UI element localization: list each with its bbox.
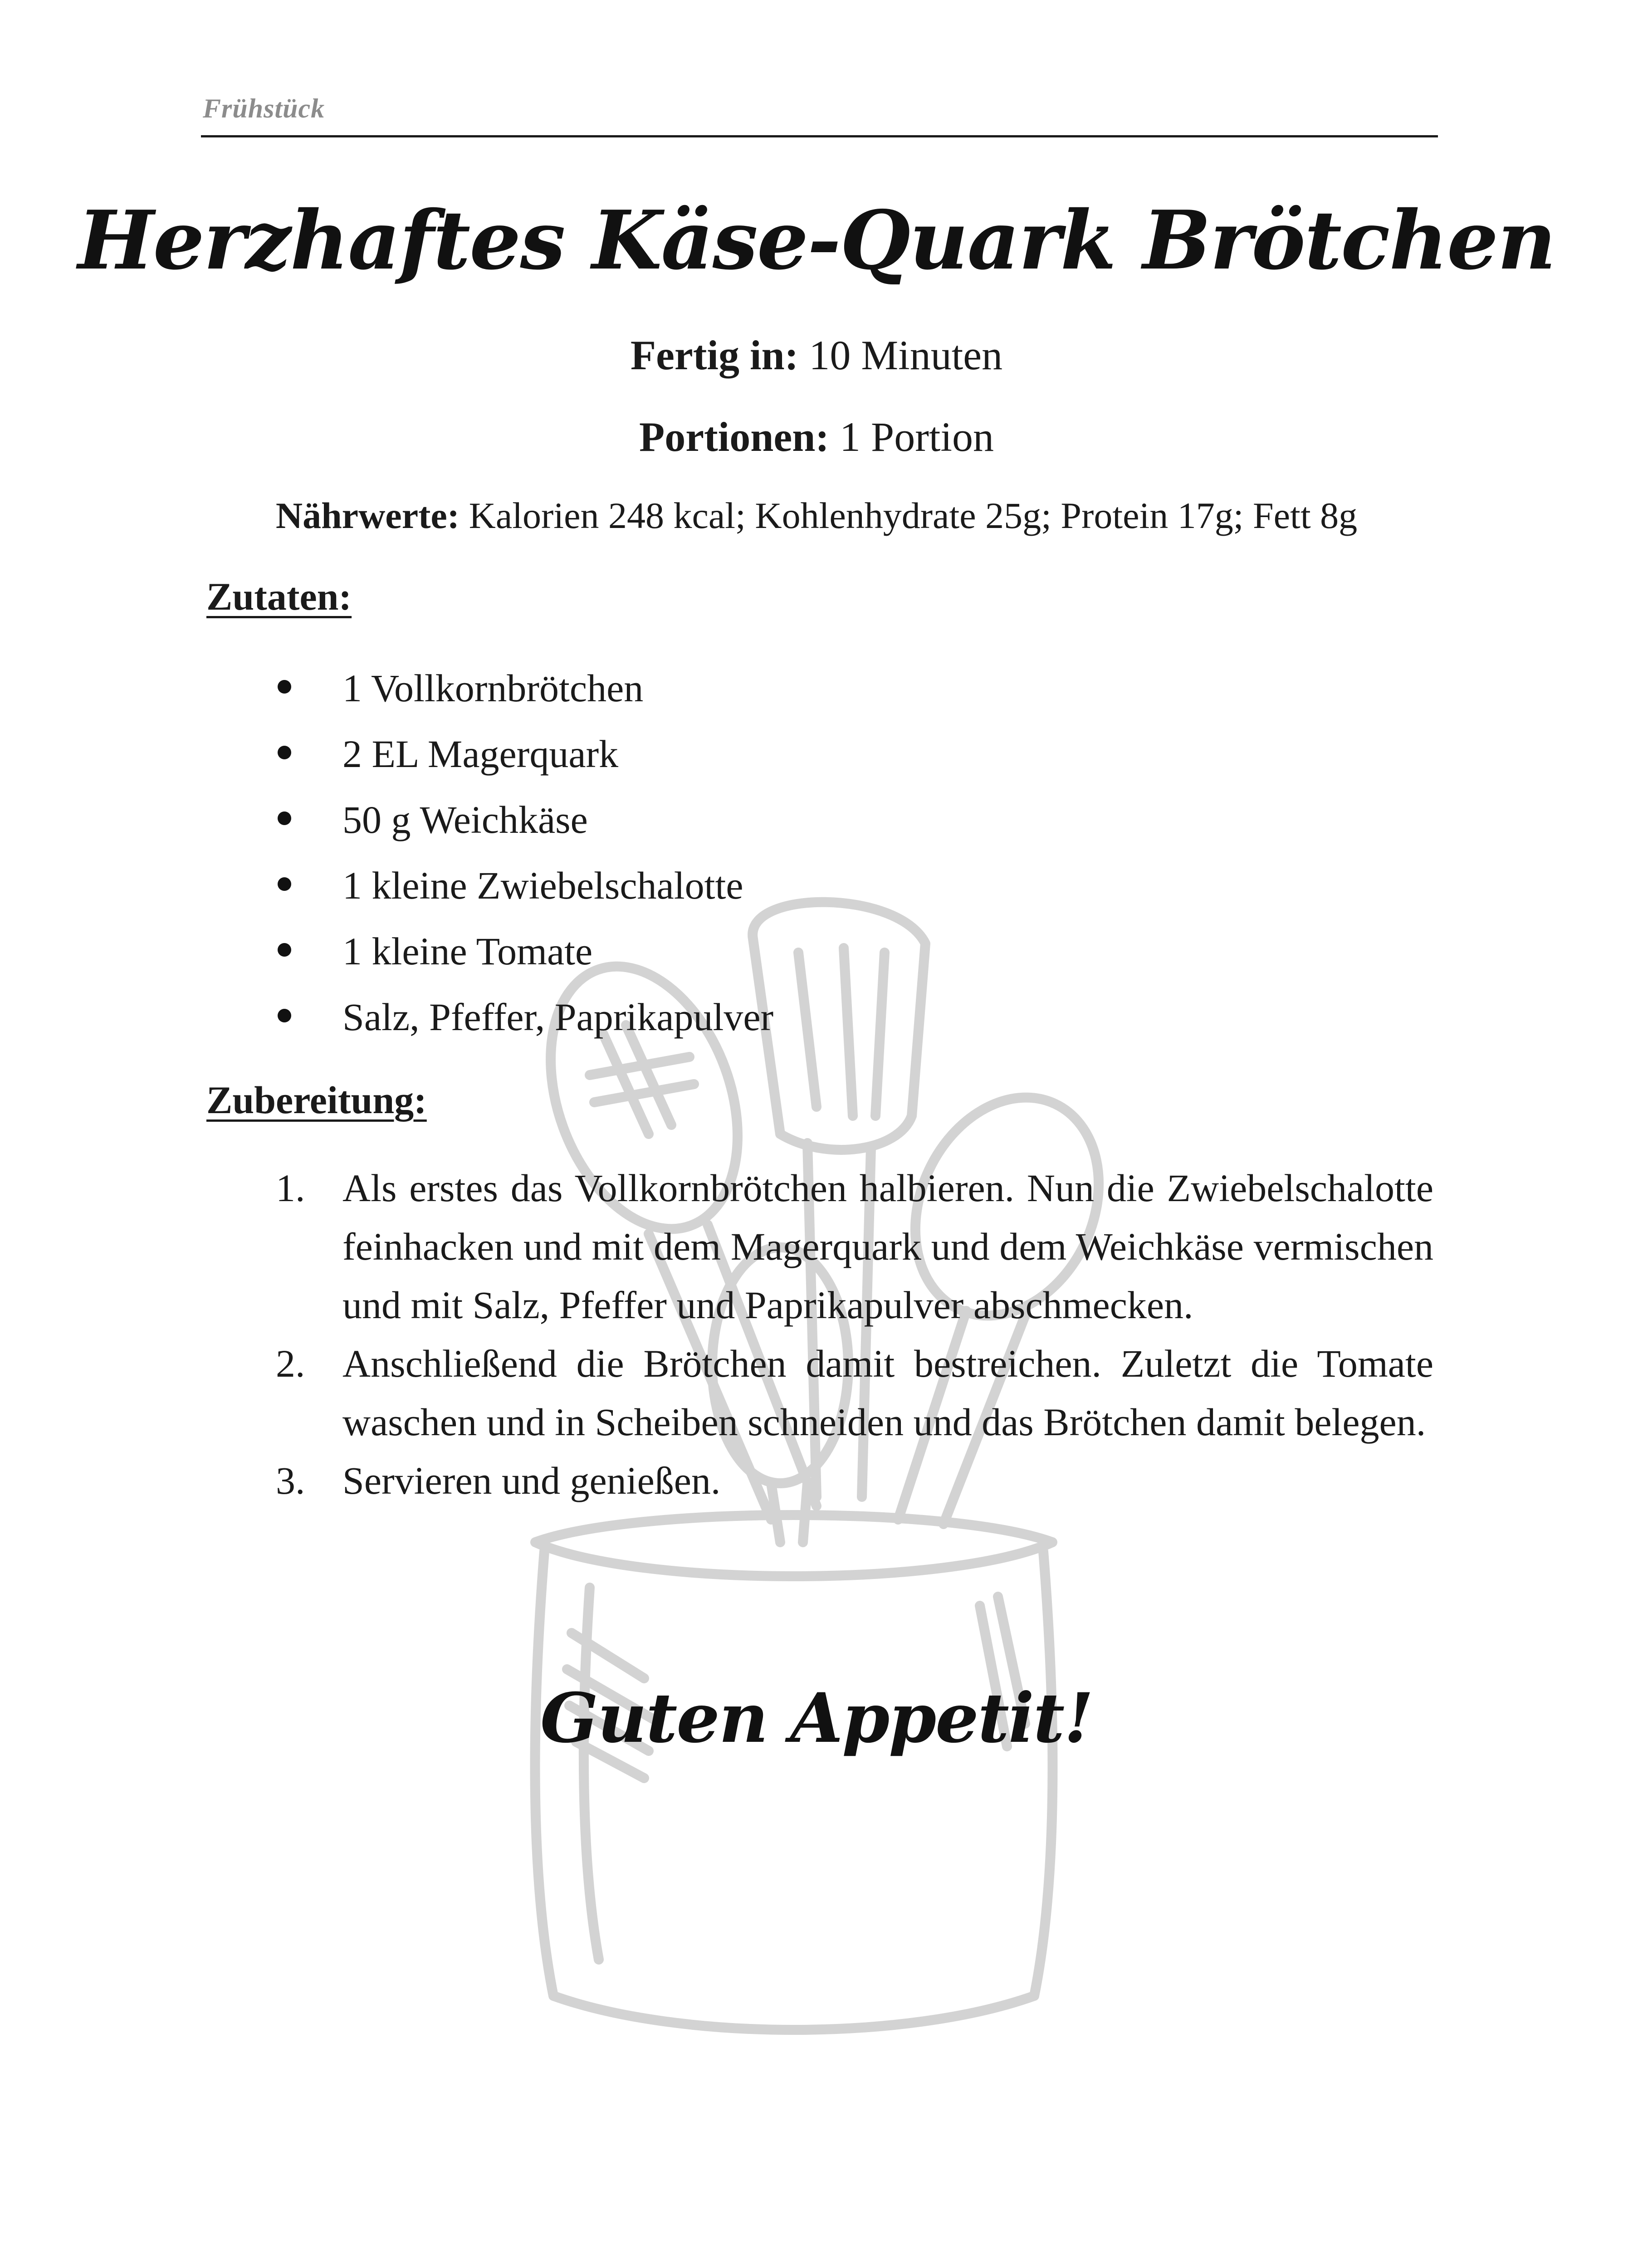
list-item bbox=[272, 726, 773, 792]
closing-text: Guten Appetit! bbox=[540, 1678, 1093, 1758]
ingredients-heading: Zutaten: bbox=[206, 575, 352, 618]
step-text: Als erstes das Vollkornbrötchen halbieren. Nun die Zwiebelschalotte feinhacken und mit dem Magerquark und dem Weichkäse vermischen und mit Salz, Pfeffer und Paprikapulver abschmecken. bbox=[342, 1166, 1433, 1327]
ingredient-text: 1 kleine Tomate bbox=[342, 929, 593, 973]
bullet-icon bbox=[278, 811, 291, 825]
recipe-title: Herzhaftes Käse-Quark Brötchen bbox=[78, 193, 1555, 288]
list-item bbox=[272, 792, 773, 857]
preparation-steps bbox=[272, 1159, 1433, 1510]
ingredient-text: 1 kleine Zwiebelschalotte bbox=[342, 864, 743, 907]
step-text: Servieren und genießen. bbox=[342, 1459, 721, 1502]
portions-label: Portionen: bbox=[639, 414, 830, 460]
header-rule bbox=[201, 135, 1438, 137]
nutrition bbox=[0, 494, 1633, 537]
bullet-icon bbox=[278, 943, 291, 957]
list-item bbox=[272, 660, 773, 726]
nutrition-label: Nährwerte: bbox=[275, 495, 460, 536]
list-item bbox=[272, 857, 773, 923]
ingredient-text: 50 g Weichkäse bbox=[342, 798, 588, 841]
bullet-icon bbox=[278, 877, 291, 891]
ingredient-text: Salz, Pfeffer, Paprikapulver bbox=[342, 995, 774, 1039]
bullet-icon bbox=[278, 680, 291, 694]
step-number: 2. bbox=[276, 1342, 305, 1385]
step-number: 1. bbox=[276, 1166, 305, 1210]
list-item bbox=[272, 989, 773, 1055]
list-item bbox=[272, 923, 773, 989]
ready-value: 10 Minuten bbox=[809, 332, 1003, 378]
preparation-heading: Zubereitung: bbox=[206, 1078, 427, 1122]
step-number: 3. bbox=[276, 1459, 305, 1502]
running-head: Frühstück bbox=[203, 93, 325, 123]
list-item bbox=[272, 1452, 1433, 1510]
nutrition-value: Kalorien 248 kcal; Kohlenhydrate 25g; Protein 17g; Fett 8g bbox=[469, 495, 1358, 536]
step-text: Anschließend die Brötchen damit bestreichen. Zuletzt die Tomate waschen und in Scheiben schneiden und das Brötchen damit belegen. bbox=[342, 1342, 1433, 1444]
list-item bbox=[272, 1159, 1433, 1334]
ingredient-text: 1 Vollkornbrötchen bbox=[342, 666, 644, 710]
bullet-icon bbox=[278, 1009, 291, 1022]
ready-label: Fertig in: bbox=[630, 332, 799, 378]
ingredients-list bbox=[272, 660, 773, 1055]
list-item bbox=[272, 1334, 1433, 1452]
ingredient-text: 2 EL Magerquark bbox=[342, 732, 619, 776]
bullet-icon bbox=[278, 746, 291, 759]
portions bbox=[0, 413, 1633, 461]
ready-time bbox=[0, 331, 1633, 379]
portions-value: 1 Portion bbox=[840, 414, 994, 460]
